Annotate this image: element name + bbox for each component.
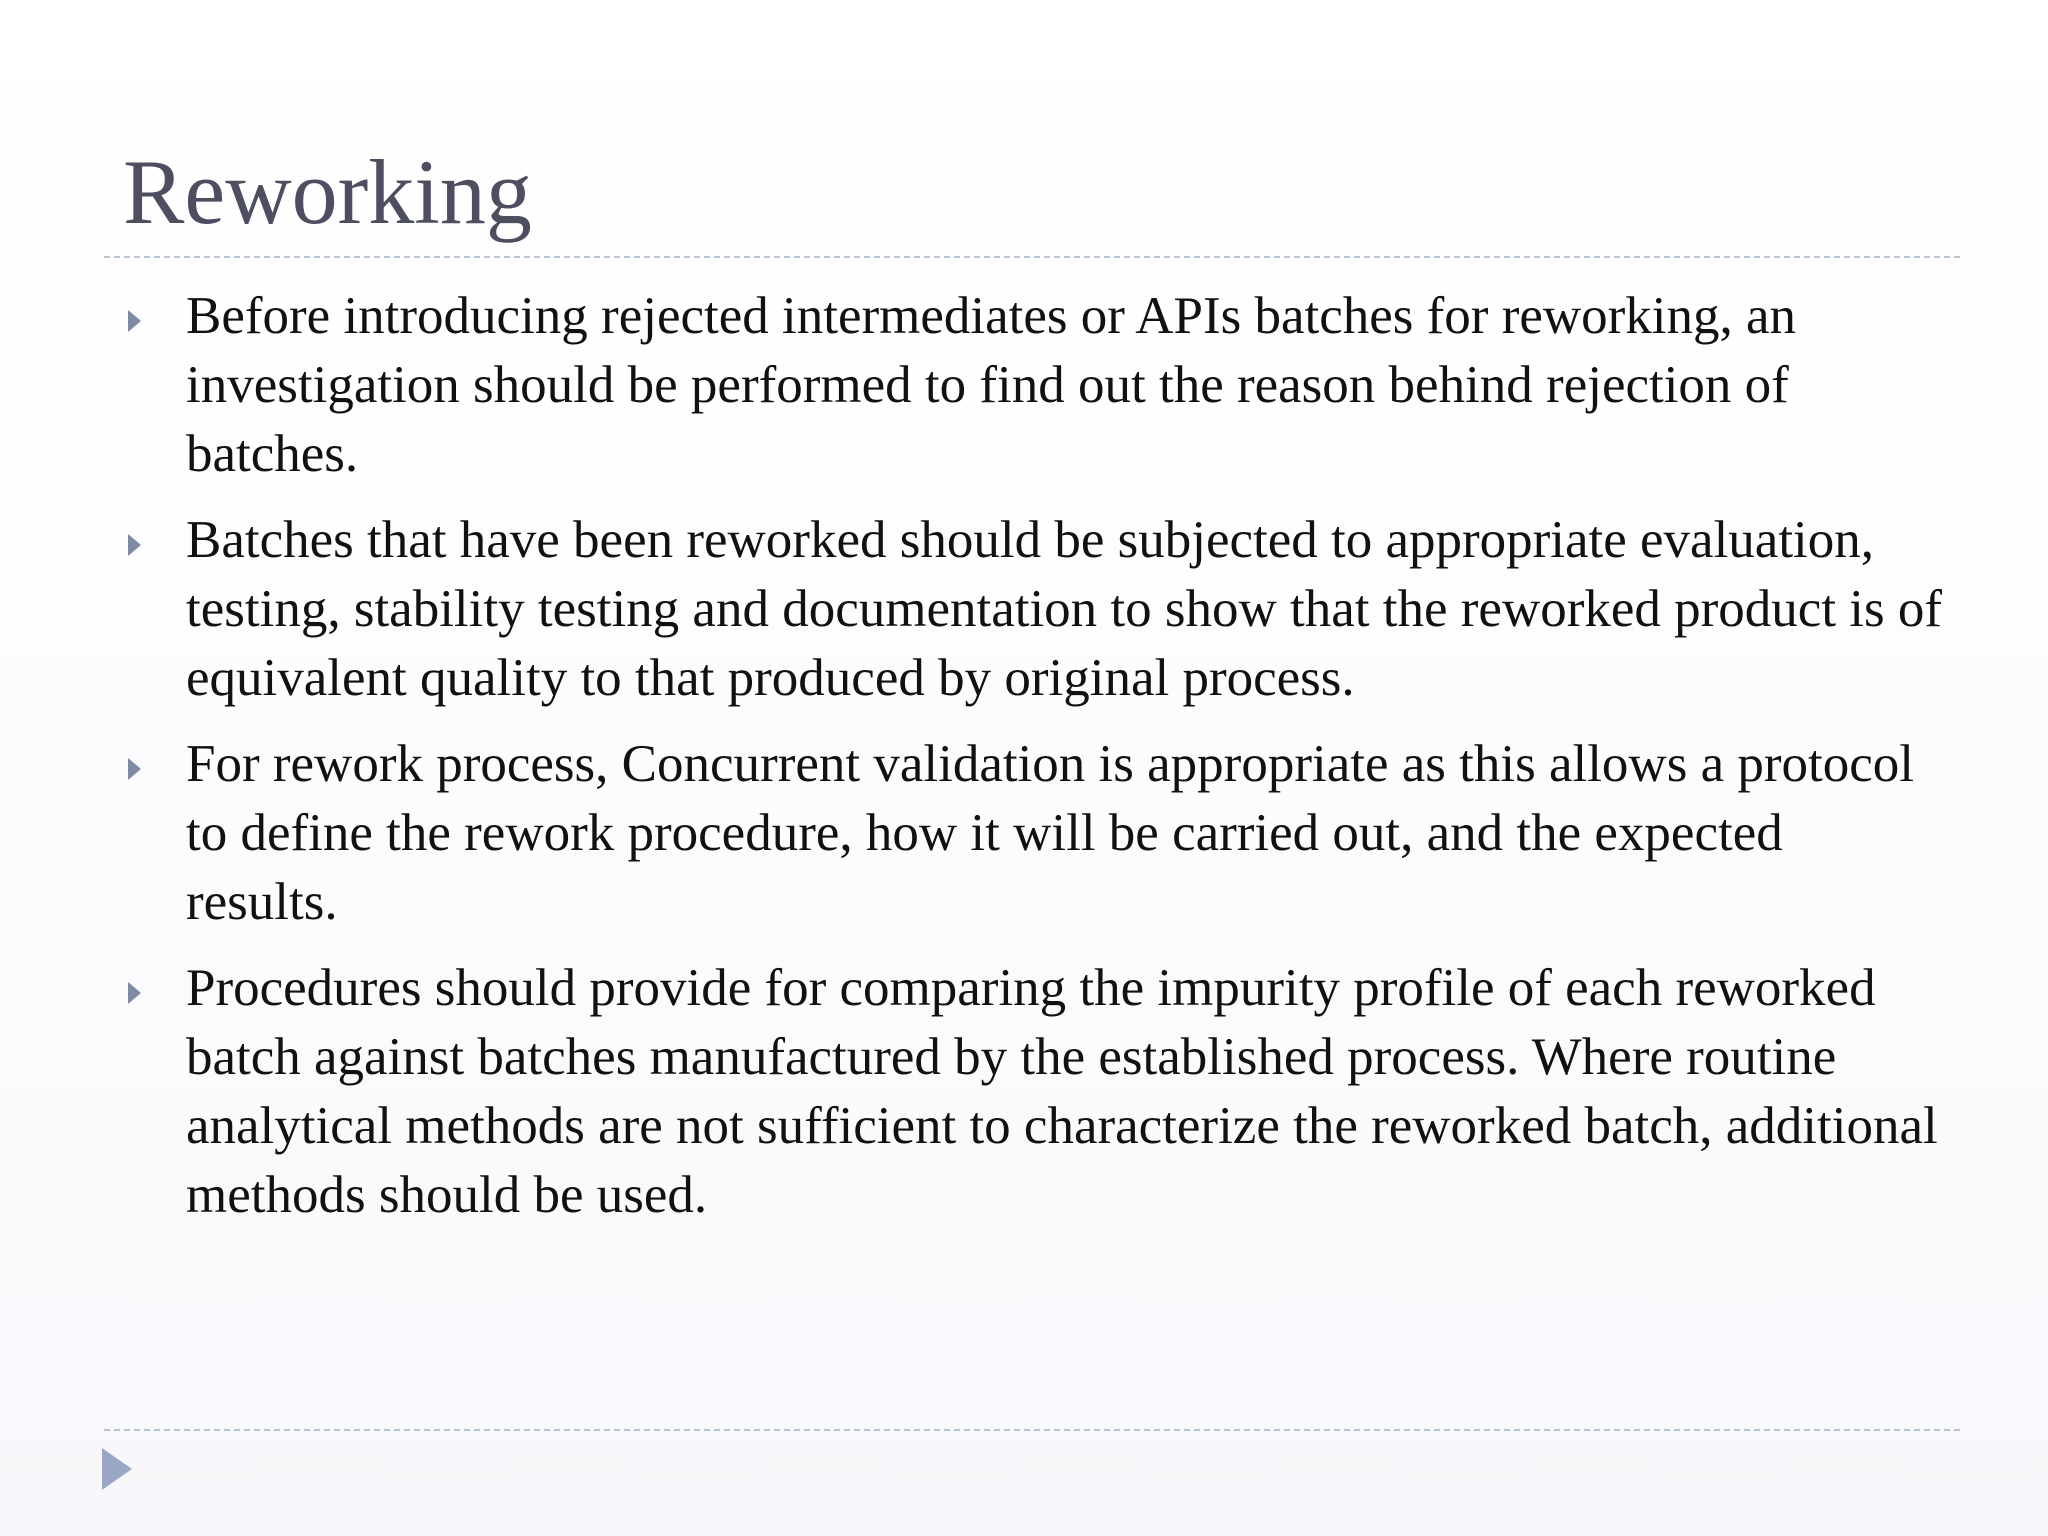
triangle-bullet-icon (128, 758, 141, 780)
bullet-item (186, 730, 1946, 937)
footer-divider (104, 1429, 1960, 1431)
bullet-text: Before introducing rejected intermediates or APIs batches for reworking, an investigation should be performed to find out the reason behind rejection of batches. (186, 287, 1797, 483)
triangle-bullet-icon (128, 310, 141, 332)
triangle-bullet-icon (128, 534, 141, 556)
triangle-bullet-icon (128, 982, 141, 1004)
bullet-item (186, 282, 1946, 489)
bullet-text: For rework process, Concurrent validation is appropriate as this allows a protocol to define the rework procedure, how it will be carried out, and the expected results. (186, 735, 1914, 931)
bullet-item (186, 954, 1946, 1230)
bullet-list (186, 282, 1946, 1247)
title-divider (104, 256, 1960, 258)
bullet-item (186, 506, 1946, 713)
next-slide-arrow-icon[interactable] (102, 1448, 132, 1490)
bullet-text: Procedures should provide for comparing the impurity profile of each reworked batch against batches manufactured by the established process. Where routine analytical methods are not sufficient to characterize the reworked batch, additional methods should be used. (186, 959, 1938, 1224)
slide-title: Reworking (123, 141, 532, 243)
bullet-text: Batches that have been reworked should be subjected to appropriate evaluation, testing, stability testing and documentation to show that the reworked product is of equivalent quality to that produced by original process. (186, 511, 1943, 707)
